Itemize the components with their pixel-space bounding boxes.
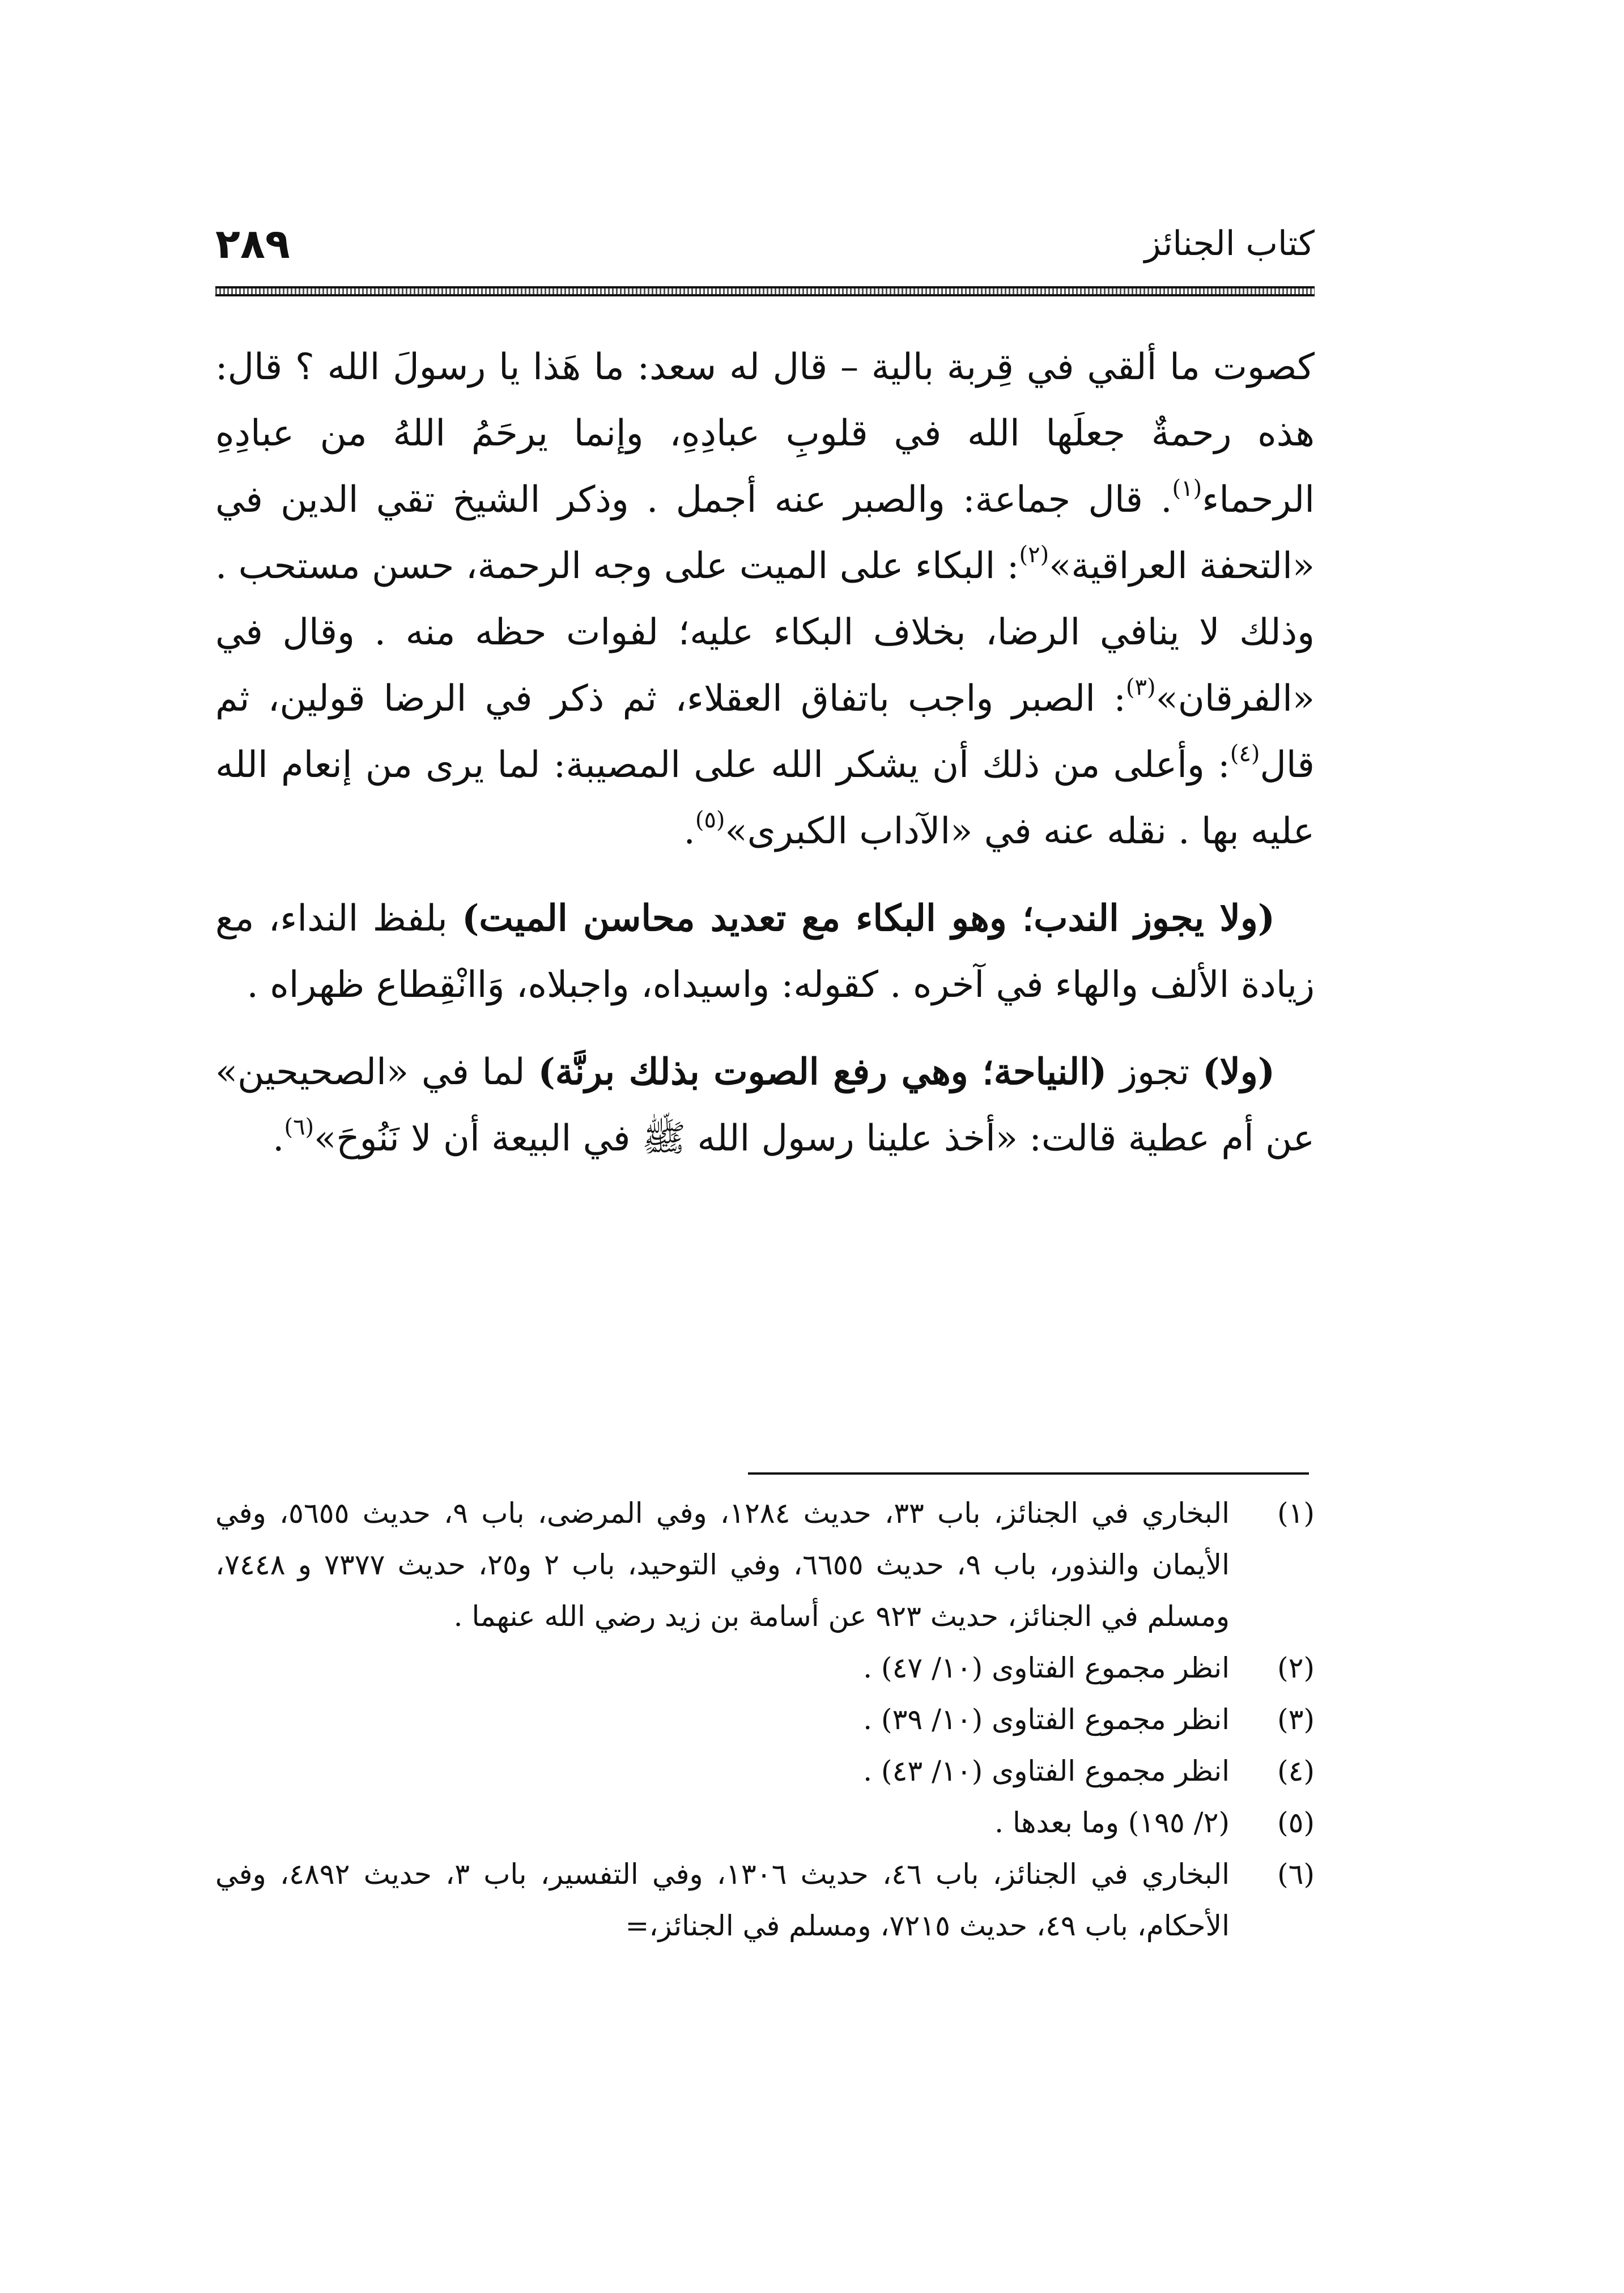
paragraph-nadb xyxy=(215,885,1315,1018)
text-run: . قال جماعة: والصبر عنه أجمل . وذكر الشيخ تقي الدين في «التحفة العراقية» xyxy=(215,479,1315,587)
text-run: . xyxy=(683,810,695,852)
matn-bold-text: (ولا) xyxy=(1202,1051,1276,1093)
footnote-ref-2: (٢) xyxy=(1019,542,1049,568)
text-run: كصوت ما ألقي في قِربة بالية – قال له سعد: ما هَذا يا رسولَ الله ؟ قال: هذه رحمةٌ جعلَها الله في قلوبِ عبادِهِ، وإنما يرحَمُ اللهُ من عبادِهِ الرحماء xyxy=(215,346,1315,521)
matn-bold-text: (النياحة؛ وهي رفع الصوت بذلك برنَّة) xyxy=(538,1051,1107,1093)
footnote-number: (٤) xyxy=(1277,1755,1315,1787)
text-run: لما في «الصحيحين» عن أم عطية قالت: «أخذ علينا رسول الله ﷺ في البيعة أن لا نَنُوحَ» xyxy=(215,1051,1315,1160)
footnote-text: انظر مجموع الفتاوى (١٠/ ٤٧) . xyxy=(863,1651,1230,1684)
footnote-item xyxy=(215,1849,1315,1952)
text-run: بلفظ النداء، مع زيادة الألف والهاء في آخره . كقوله: واسيداه، واجبلاه، وَاانْقِطاع ظهراه . xyxy=(215,898,1315,1006)
footnote-number: (٥) xyxy=(1277,1806,1315,1839)
footnote-item xyxy=(215,1694,1315,1746)
footnote-number: (١) xyxy=(1277,1497,1315,1530)
paragraph-niyaha xyxy=(215,1039,1315,1172)
footnote-ref-4: (٤) xyxy=(1230,741,1260,767)
footnote-number: (٢) xyxy=(1277,1651,1315,1684)
footnote-item xyxy=(215,1797,1315,1849)
matn-bold-text: (ولا يجوز الندب؛ وهو البكاء مع تعديد محاسن الميت) xyxy=(462,897,1276,940)
footnote-ref-1: (١) xyxy=(1172,475,1202,502)
footnote-item xyxy=(215,1746,1315,1797)
text-run: . xyxy=(273,1118,284,1160)
footnote-text: انظر مجموع الفتاوى (١٠/ ٣٩) . xyxy=(863,1703,1230,1736)
page-number: ٢٨٩ xyxy=(215,220,290,267)
main-text xyxy=(215,334,1315,1192)
footnote-text: (٢/ ١٩٥) وما بعدها . xyxy=(994,1806,1230,1839)
header-divider xyxy=(215,286,1315,296)
footnote-ref-6: (٦) xyxy=(284,1114,314,1140)
paragraph-crying-mercy xyxy=(215,334,1315,865)
footnote-ref-3: (٣) xyxy=(1125,674,1156,700)
footnote-text: البخاري في الجنائز، باب ٣٣، حديث ١٢٨٤، وفي المرضى، باب ٩، حديث ٥٦٥٥، وفي الأيمان والنذور، باب ٩، حديث ٦٦٥٥، وفي التوحيد، باب ٢ و٢٥، حديث ٧٣٧٧ و ٧٤٤٨، ومسلم في الجنائز، حديث ٩٢٣ عن أسامة بن زيد رضي الله عنهما . xyxy=(215,1497,1230,1633)
running-title: كتاب الجنائز xyxy=(1144,224,1315,264)
footnote-number: (٦) xyxy=(1277,1858,1315,1891)
footnote-ref-5: (٥) xyxy=(695,807,725,833)
text-run: تجوز xyxy=(1107,1051,1203,1093)
footnotes xyxy=(215,1488,1315,1952)
text-run: : الصبر واجب باتفاق العقلاء، ثم ذكر في الرضا قولين، ثم قال xyxy=(215,678,1315,786)
page-header xyxy=(215,215,1315,278)
text-run: : البكاء على الميت على وجه الرحمة، حسن مستحب . وذلك لا ينافي الرضا، بخلاف البكاء عليه؛ لفوات حظه منه . وقال في «الفرقان» xyxy=(215,545,1315,720)
footnote-number: (٣) xyxy=(1277,1703,1315,1736)
footnote-item xyxy=(215,1488,1315,1642)
footnote-item xyxy=(215,1642,1315,1694)
footnote-divider xyxy=(748,1472,1309,1475)
footnote-text: انظر مجموع الفتاوى (١٠/ ٤٣) . xyxy=(863,1755,1230,1787)
text-run: : وأعلى من ذلك أن يشكر الله على المصيبة: لما يرى من إنعام الله عليه بها . نقله عنه في «الآداب الكبرى» xyxy=(215,744,1315,852)
footnote-text: البخاري في الجنائز، باب ٤٦، حديث ١٣٠٦، وفي التفسير، باب ٣، حديث ٤٨٩٢، وفي الأحكام، باب ٤٩، حديث ٧٢١٥، ومسلم في الجنائز،= xyxy=(215,1858,1230,1942)
